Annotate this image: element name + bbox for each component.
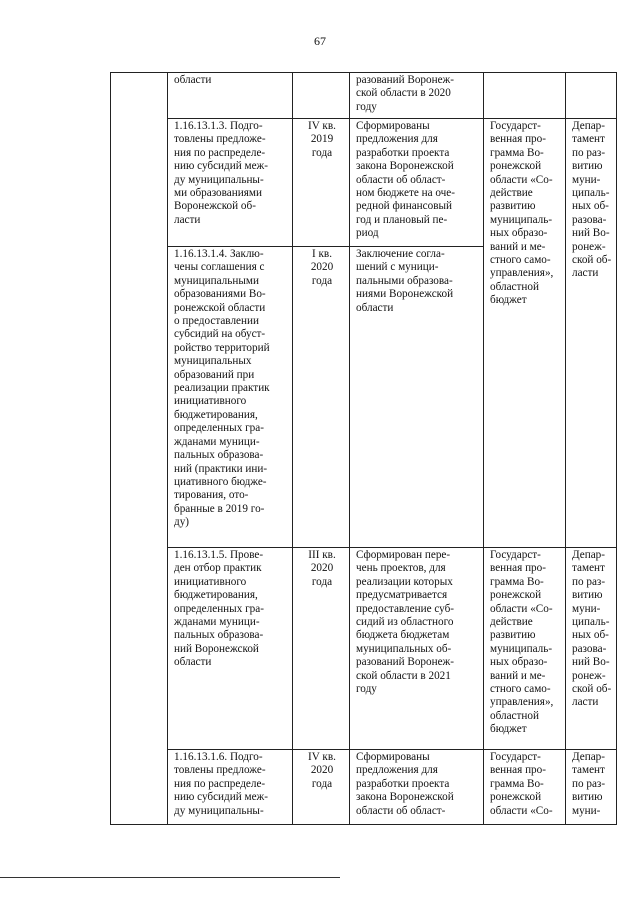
result-cell: Сформированы предложения для разработки проекта закона Воронежской области об област- ном бюджете на оче- редной финансовый год и плановый пе- риод xyxy=(350,119,484,247)
responsible-cell: Депар- тамент по раз- витию муни- ципаль- ных об- разова- ний Во- ронеж- ской об- ласти xyxy=(566,548,617,750)
result-cell: Заключение согла- шений с муници- пальными образова- ниями Воронежской области xyxy=(350,247,484,548)
page-number: 67 xyxy=(314,34,326,48)
program-table xyxy=(110,72,617,825)
source-cell: Государст- венная про- грамма Во- ронежской области «Со- действие развитию муниципаль- ных образо- ваний и ме- стного само- управления», областной бюджет xyxy=(484,119,566,548)
result-cell: разований Воронеж- ской области в 2020 году xyxy=(350,73,484,119)
table-row xyxy=(111,548,617,750)
source-cell xyxy=(484,73,566,119)
source-cell: Государст- венная про- грамма Во- ронежской области «Со- xyxy=(484,750,566,825)
term-cell: III кв. 2020 года xyxy=(293,548,350,750)
responsible-cell: Депар- тамент по раз- витию муни- ципаль- ных об- разова- ний Во- ронеж- ской об- ласти xyxy=(566,119,617,548)
leading-empty-column xyxy=(111,73,168,825)
term-cell xyxy=(293,73,350,119)
task-cell: 1.16.13.1.3. Подго- товлены предложе- ния по распределе- нию субсидий меж- ду муниципальны- ми образованиями Воронежской об- ласти xyxy=(168,119,293,247)
task-cell: области xyxy=(168,73,293,119)
table-row xyxy=(111,119,617,247)
term-cell: I кв. 2020 года xyxy=(293,247,350,548)
result-cell: Сформирован пере- чень проектов, для реализации которых предусматривается предоставление суб- сидий из областного бюджета бюджетам муниципальных об- разований Воронеж- ской области в 2021 году xyxy=(350,548,484,750)
table-row xyxy=(111,750,617,825)
responsible-cell: Депар- тамент по раз- витию муни- xyxy=(566,750,617,825)
footer-rule xyxy=(0,877,340,878)
task-cell: 1.16.13.1.4. Заклю- чены соглашения с муниципальными образованиями Во- ронежской области о предоставлении субсидий на обуст- ройство территорий муниципальных образований при реализации практик инициативного бюджетирования, определенных гра- жданами муници- пальных образова- ний (практики ини- циативного бюдже- тирования, ото- бранные в 2019 го- ду) xyxy=(168,247,293,548)
source-cell: Государст- венная про- грамма Во- ронежской области «Со- действие развитию муниципаль- ных образо- ваний и ме- стного само- управления», областной бюджет xyxy=(484,548,566,750)
responsible-cell xyxy=(566,73,617,119)
result-cell: Сформированы предложения для разработки проекта закона Воронежской области об област- xyxy=(350,750,484,825)
term-cell: IV кв. 2020 года xyxy=(293,750,350,825)
task-cell: 1.16.13.1.6. Подго- товлены предложе- ния по распределе- нию субсидий меж- ду муниципальны- xyxy=(168,750,293,825)
table-row xyxy=(111,73,617,119)
task-cell: 1.16.13.1.5. Прове- ден отбор практик инициативного бюджетирования, определенных гра- жданами муници- пальных образова- ний Воронежской области xyxy=(168,548,293,750)
term-cell: IV кв. 2019 года xyxy=(293,119,350,247)
